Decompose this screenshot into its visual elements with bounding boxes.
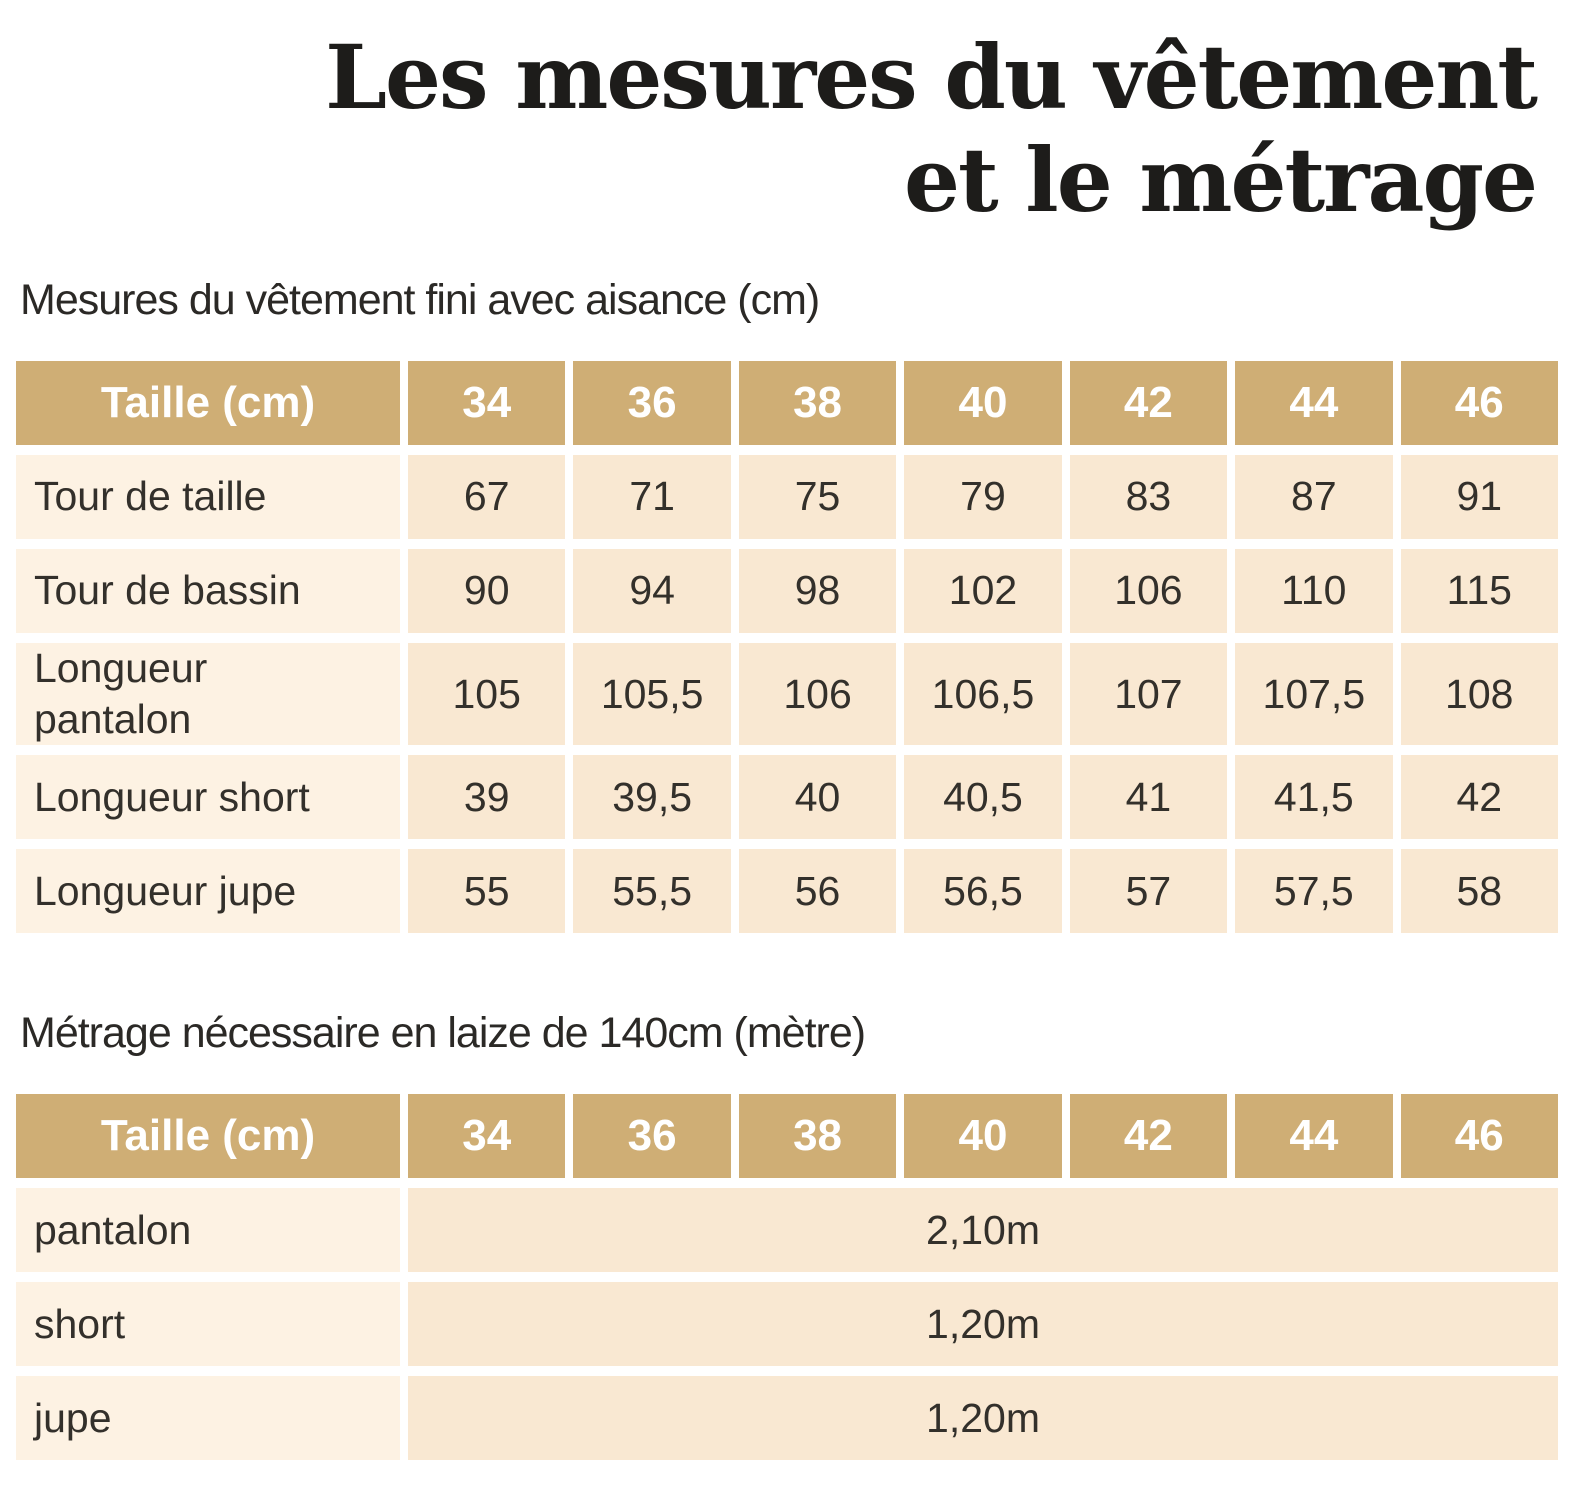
row-label bbox=[16, 643, 400, 746]
header-cell-size-40: 40 bbox=[904, 1094, 1061, 1178]
value-cell: 67 bbox=[408, 455, 565, 539]
value-cell: 58 bbox=[1401, 849, 1558, 933]
header-cell-size-44: 44 bbox=[1235, 361, 1392, 445]
header-cell-size-38: 38 bbox=[739, 1094, 896, 1178]
value-cell: 71 bbox=[573, 455, 730, 539]
value-cell: 106 bbox=[1070, 549, 1227, 633]
value-cell: 105,5 bbox=[573, 643, 730, 746]
value-cell: 39 bbox=[408, 755, 565, 839]
value-cell: 57 bbox=[1070, 849, 1227, 933]
header-cell-size-36: 36 bbox=[573, 361, 730, 445]
table-row-longueur-short bbox=[16, 755, 1558, 839]
value-cell: 41,5 bbox=[1235, 755, 1392, 839]
header-cell-size-42: 42 bbox=[1070, 1094, 1227, 1178]
value-cell: 87 bbox=[1235, 455, 1392, 539]
section1-heading: Mesures du vêtement fini avec aisance (cm) bbox=[20, 275, 820, 324]
header-cell-size-46: 46 bbox=[1401, 1094, 1558, 1178]
value-cell: 39,5 bbox=[573, 755, 730, 839]
yardage-header-row bbox=[16, 1094, 1558, 1178]
value-cell: 40,5 bbox=[904, 755, 1061, 839]
header-cell-size-42: 42 bbox=[1070, 361, 1227, 445]
value-cell: 83 bbox=[1070, 455, 1227, 539]
section2-heading: Métrage nécessaire en laize de 140cm (mètre) bbox=[20, 1009, 866, 1058]
value-cell: 79 bbox=[904, 455, 1061, 539]
merged-value-cell: 1,20m bbox=[408, 1376, 1558, 1460]
row-label: Longueur short bbox=[16, 755, 400, 839]
header-cell-size-46: 46 bbox=[1401, 361, 1558, 445]
merged-value-cell: 2,10m bbox=[408, 1188, 1558, 1272]
value-cell: 106,5 bbox=[904, 643, 1061, 746]
value-cell: 105 bbox=[408, 643, 565, 746]
header-cell-size-44: 44 bbox=[1235, 1094, 1392, 1178]
header-cell-taille: Taille (cm) bbox=[16, 361, 400, 445]
merged-value-cell: 1,20m bbox=[408, 1282, 1558, 1366]
value-cell: 90 bbox=[408, 549, 565, 633]
row-label: short bbox=[16, 1282, 400, 1366]
value-cell: 91 bbox=[1401, 455, 1558, 539]
fabric-yardage-table bbox=[8, 1084, 1566, 1470]
value-cell: 40 bbox=[739, 755, 896, 839]
table-row-jupe bbox=[16, 1376, 1558, 1460]
table-row-longueur-jupe bbox=[16, 849, 1558, 933]
value-cell: 106 bbox=[739, 643, 896, 746]
value-cell: 110 bbox=[1235, 549, 1392, 633]
value-cell: 107 bbox=[1070, 643, 1227, 746]
value-cell: 57,5 bbox=[1235, 849, 1392, 933]
row-label: Tour de bassin bbox=[16, 549, 400, 633]
row-label: Tour de taille bbox=[16, 455, 400, 539]
table-row-short bbox=[16, 1282, 1558, 1366]
value-cell: 56 bbox=[739, 849, 896, 933]
table-row-longueur-pantalon bbox=[16, 643, 1558, 746]
value-cell: 56,5 bbox=[904, 849, 1061, 933]
page-title bbox=[0, 26, 1536, 232]
value-cell: 94 bbox=[573, 549, 730, 633]
value-cell: 107,5 bbox=[1235, 643, 1392, 746]
value-cell: 41 bbox=[1070, 755, 1227, 839]
value-cell: 55,5 bbox=[573, 849, 730, 933]
value-cell: 108 bbox=[1401, 643, 1558, 746]
header-cell-size-36: 36 bbox=[573, 1094, 730, 1178]
header-cell-taille: Taille (cm) bbox=[16, 1094, 400, 1178]
value-cell: 75 bbox=[739, 455, 896, 539]
row-label: jupe bbox=[16, 1376, 400, 1460]
row-label: pantalon bbox=[16, 1188, 400, 1272]
header-cell-size-34: 34 bbox=[408, 1094, 565, 1178]
measurements-header-row bbox=[16, 361, 1558, 445]
row-label-text: Longueur pantalon bbox=[34, 644, 208, 743]
page-title-line1: Les mesures du vêtement bbox=[325, 25, 1536, 129]
garment-measurements-table bbox=[8, 351, 1566, 944]
value-cell: 102 bbox=[904, 549, 1061, 633]
page-title-line2: et le métrage bbox=[904, 127, 1536, 232]
value-cell: 98 bbox=[739, 549, 896, 633]
header-cell-size-38: 38 bbox=[739, 361, 896, 445]
header-cell-size-40: 40 bbox=[904, 361, 1061, 445]
table-row-tour-de-bassin bbox=[16, 549, 1558, 633]
header-cell-size-34: 34 bbox=[408, 361, 565, 445]
value-cell: 42 bbox=[1401, 755, 1558, 839]
table-row-tour-de-taille bbox=[16, 455, 1558, 539]
value-cell: 55 bbox=[408, 849, 565, 933]
value-cell: 115 bbox=[1401, 549, 1558, 633]
table-row-pantalon bbox=[16, 1188, 1558, 1272]
row-label: Longueur jupe bbox=[16, 849, 400, 933]
